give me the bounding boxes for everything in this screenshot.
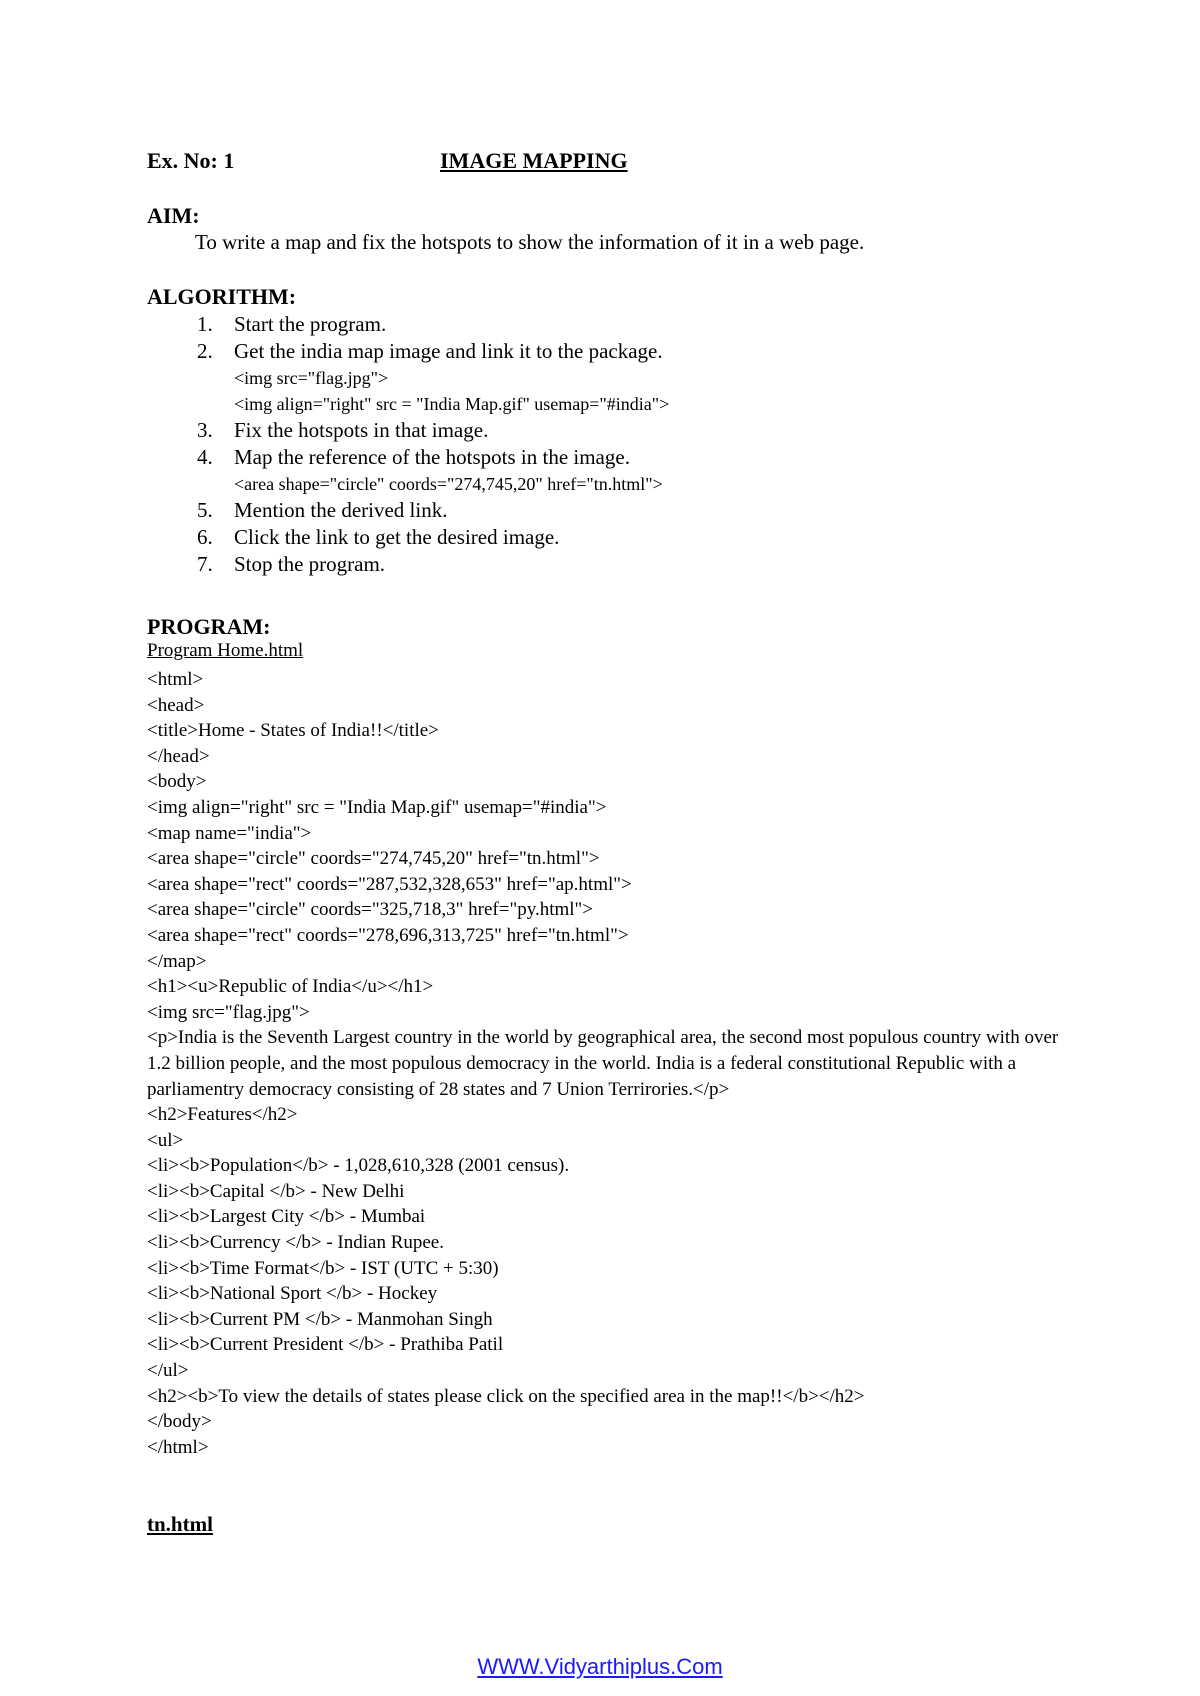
code-line: <li><b>Population</b> - 1,028,610,328 (2001 census).: [147, 1155, 570, 1177]
step-number: 5.: [197, 498, 213, 522]
program-heading: PROGRAM:: [147, 614, 271, 639]
code-line: <area shape="circle" coords="325,718,3" href="py.html">: [147, 899, 594, 921]
step-number: 3.: [197, 418, 213, 442]
step-number: 1.: [197, 312, 213, 336]
code-line: <h2><b>To view the details of states please click on the specified area in the map!!</b></h2>: [147, 1385, 865, 1407]
algorithm-step: [147, 551, 669, 578]
code-line: <ul>: [147, 1129, 184, 1151]
algorithm-steps: [147, 311, 669, 578]
code-line: <html>: [147, 669, 204, 690]
code-line: <head>: [147, 694, 205, 716]
algorithm-step: [147, 311, 669, 338]
step-text: Click the link to get the desired image.: [234, 525, 560, 549]
program-file-link[interactable]: Program Home.html: [147, 640, 304, 661]
code-line: <li><b>Largest City </b> - Mumbai: [147, 1206, 426, 1228]
algorithm-step: [147, 524, 669, 551]
algorithm-step: [147, 497, 669, 524]
code-paragraph: <p>India is the Seventh Largest country in the world by geographical area, the second most populous country with over 1.2 billion people, and the most populous democracy in the world. India is a federal constitutional Republic with a parliamentry democracy consisting of 28 states and 7 Union Terrirories.</p>: [147, 1027, 1059, 1100]
step-number: 4.: [197, 445, 213, 469]
exercise-number: Ex. No: 1: [147, 148, 235, 173]
step-text: Stop the program.: [234, 552, 386, 576]
code-line: <area shape="circle" coords="274,745,20" href="tn.html">: [147, 848, 600, 870]
code-line: </map>: [147, 950, 207, 972]
code-line: </ul>: [147, 1360, 189, 1382]
code-line: <li><b>Current PM </b> - Manmohan Singh: [147, 1308, 493, 1330]
code-line: <li><b>Time Format</b> - IST (UTC + 5:30): [147, 1257, 499, 1279]
step-text: Get the india map image and link it to the package.: [234, 339, 663, 363]
step-number: 6.: [197, 525, 213, 549]
code-line: <area shape="rect" coords="287,532,328,653" href="ap.html">: [147, 873, 632, 895]
step-text: Start the program.: [234, 312, 387, 336]
step-code: <img align="right" src = "India Map.gif" usemap="#india">: [234, 394, 670, 414]
code-line: <li><b>Currency </b> - Indian Rupee.: [147, 1232, 444, 1254]
code-line: <map name="india">: [147, 822, 312, 844]
step-number: 7.: [197, 552, 213, 576]
step-code: <area shape="circle" coords="274,745,20" href="tn.html">: [234, 474, 663, 494]
code-line: <h2>Features</h2>: [147, 1104, 298, 1126]
code-line: <li><b>National Sport </b> - Hockey: [147, 1283, 438, 1305]
code-line: </html>: [147, 1436, 209, 1458]
code-line: <h1><u>Republic of India</u></h1>: [147, 976, 434, 998]
code-line: <area shape="rect" coords="278,696,313,725" href="tn.html">: [147, 924, 629, 946]
code-line: <body>: [147, 771, 207, 793]
algorithm-step: [147, 338, 669, 417]
step-number: 2.: [197, 339, 213, 363]
aim-text: To write a map and fix the hotspots to show the information of it in a web page.: [195, 230, 865, 254]
code-line: <title>Home - States of India!!</title>: [147, 720, 439, 742]
code-line: <li><b>Capital </b> - New Delhi: [147, 1180, 405, 1202]
step-text: Mention the derived link.: [234, 498, 448, 522]
page-title: IMAGE MAPPING: [440, 148, 628, 173]
footer-link[interactable]: WWW.Vidyarthiplus.Com: [477, 1654, 723, 1679]
aim-heading: AIM:: [147, 203, 200, 228]
algorithm-step: [147, 444, 669, 497]
code-line: <img src="flag.jpg">: [147, 1001, 310, 1023]
algorithm-heading: ALGORITHM:: [147, 284, 297, 309]
next-file-link[interactable]: tn.html: [147, 1512, 213, 1536]
algorithm-step: [147, 417, 669, 444]
program-code: [147, 667, 1077, 1460]
step-text: Map the reference of the hotspots in the image.: [234, 445, 630, 469]
code-line: <li><b>Current President </b> - Prathiba Patil: [147, 1334, 504, 1356]
step-code: <img src="flag.jpg">: [234, 368, 389, 388]
code-line: </body>: [147, 1411, 212, 1433]
code-line: </head>: [147, 745, 210, 767]
code-line: <img align="right" src = "India Map.gif" usemap="#india">: [147, 796, 607, 818]
step-text: Fix the hotspots in that image.: [234, 418, 489, 442]
